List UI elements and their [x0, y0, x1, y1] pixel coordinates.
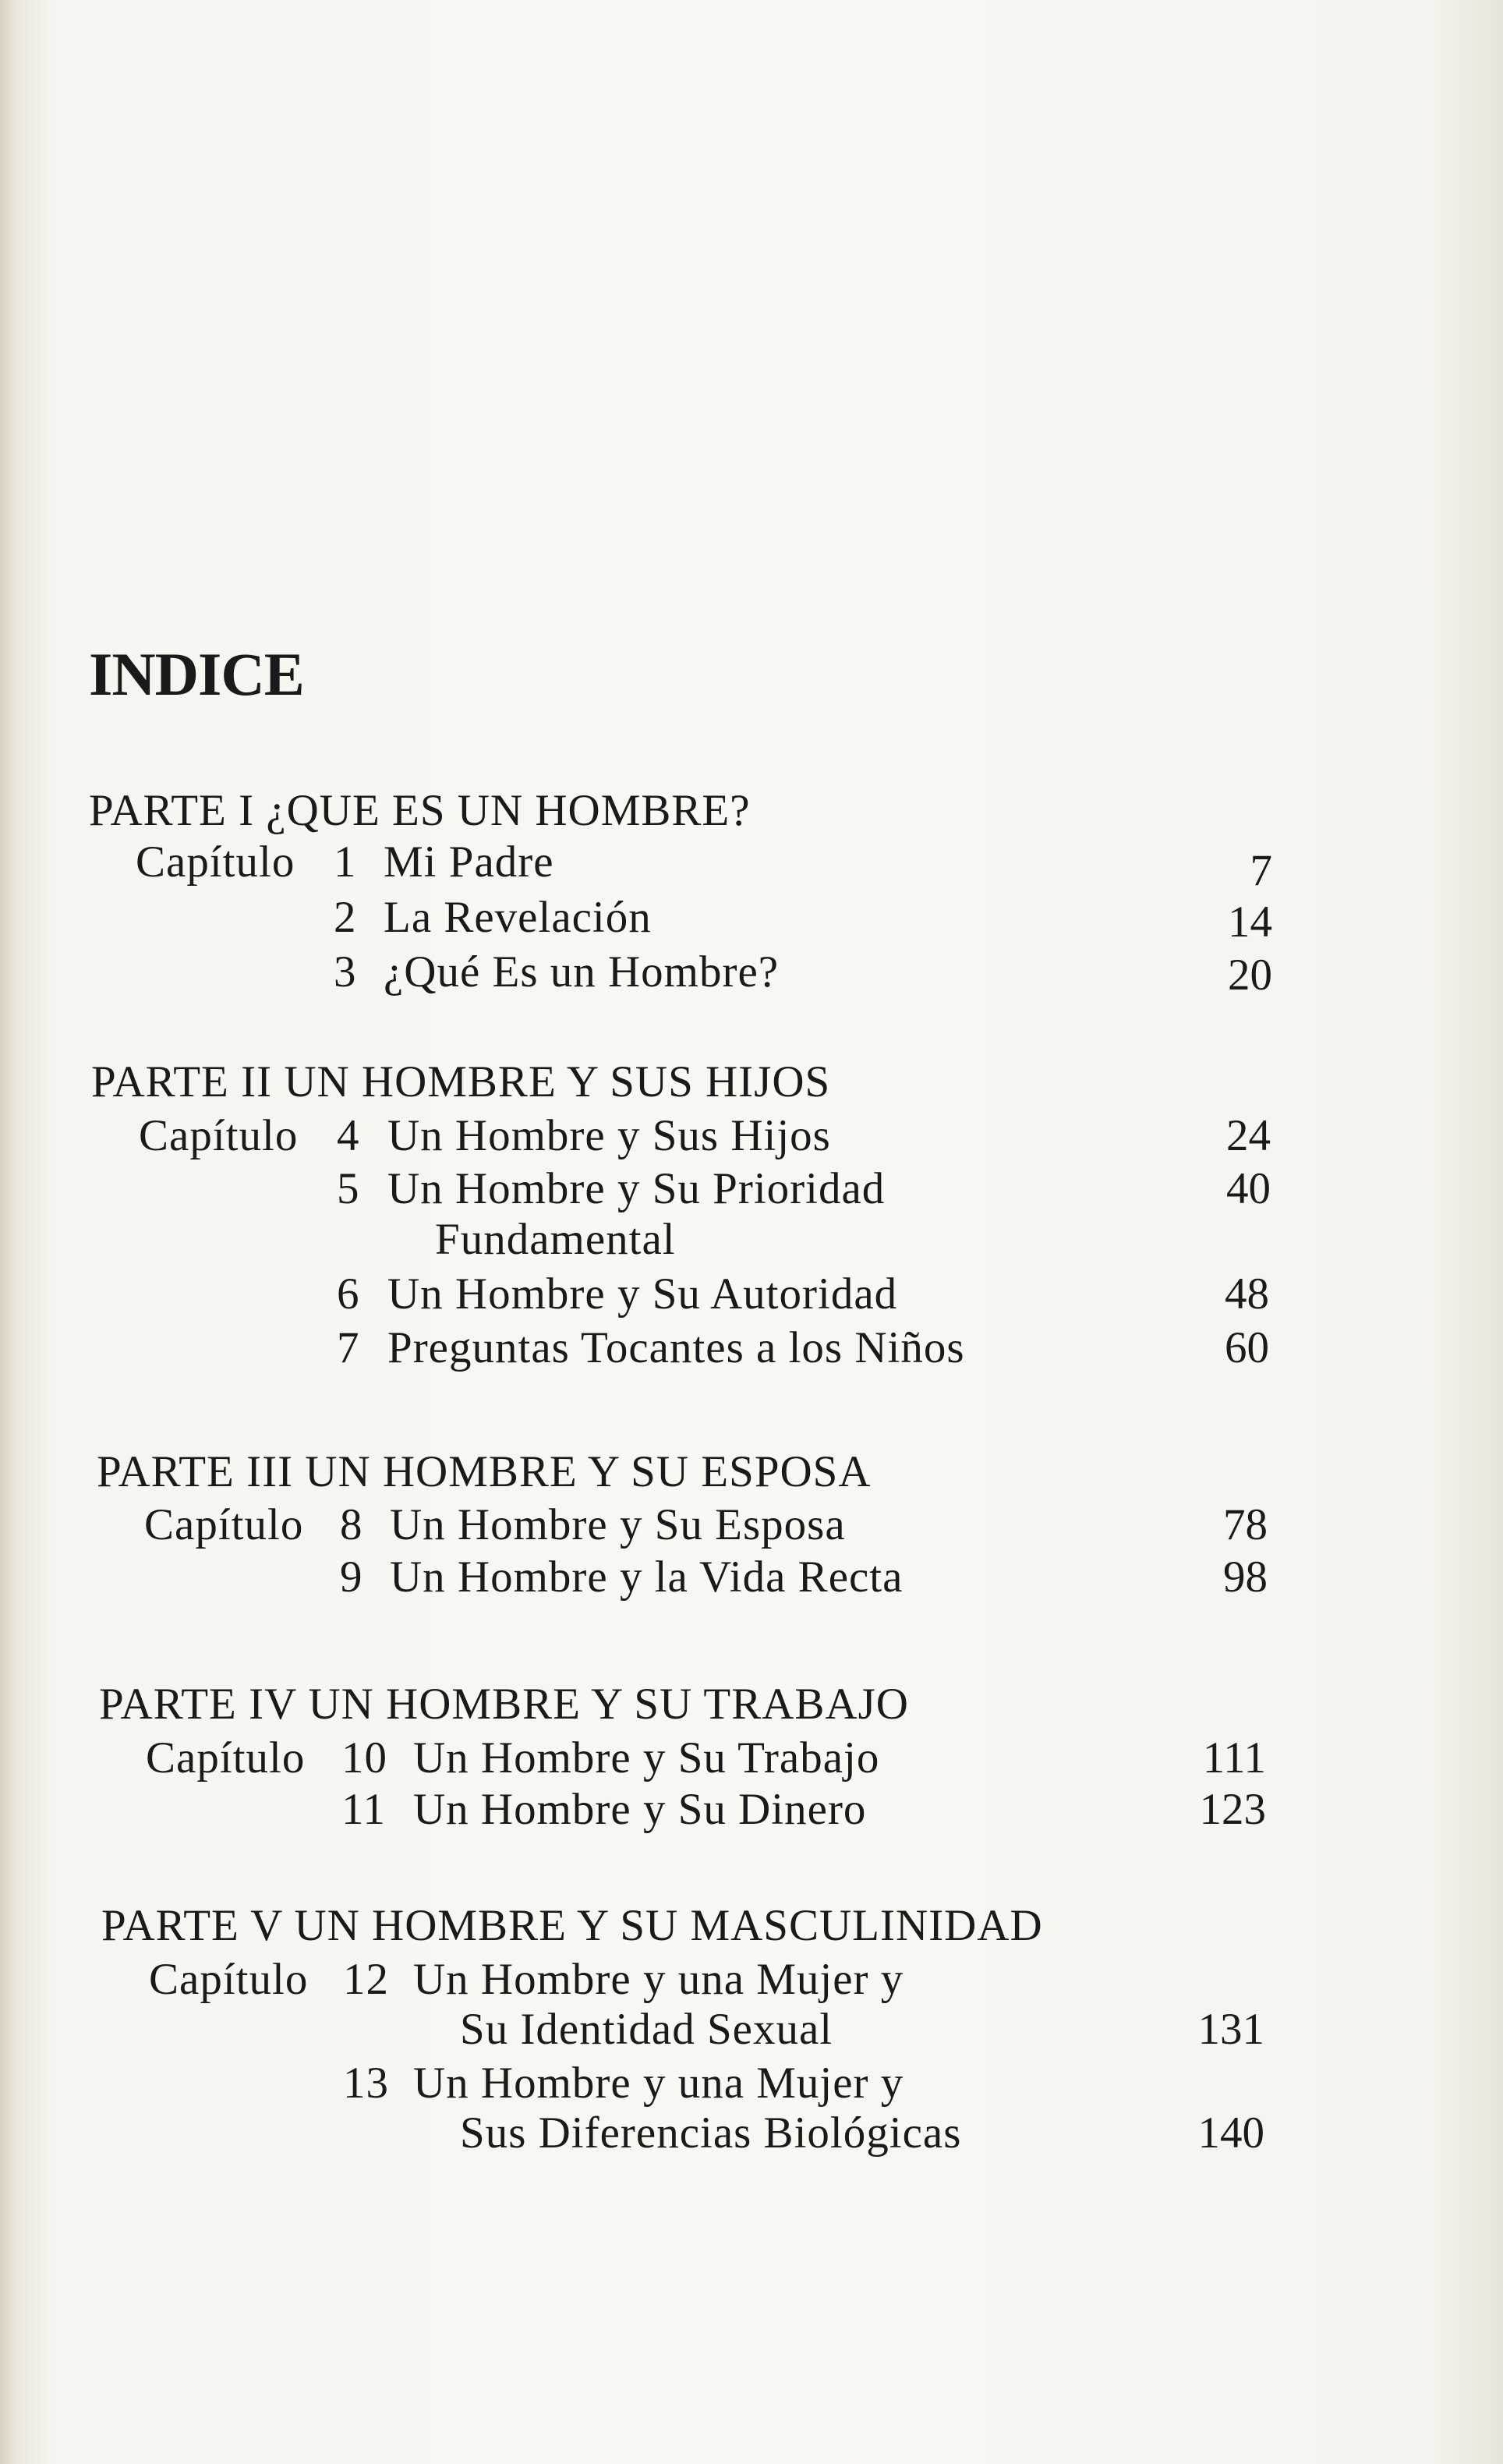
page-number: 60	[1225, 1323, 1269, 1372]
chapter-title: Mi Padre	[384, 837, 554, 887]
chapter-number: 1	[334, 837, 357, 887]
chapter-label: Capítulo	[146, 1733, 306, 1783]
chapter-title-continued: Fundamental	[435, 1215, 676, 1264]
chapter-number: 12	[343, 1955, 389, 2004]
chapter-label: Capítulo	[149, 1955, 309, 2004]
page-number: 24	[1226, 1111, 1271, 1160]
chapter-number: 11	[341, 1785, 386, 1834]
page-title: INDICE	[89, 640, 304, 708]
chapter-title: Un Hombre y Su Prioridad	[387, 1164, 886, 1213]
page-number: 20	[1228, 951, 1272, 1000]
chapter-number: 8	[340, 1500, 363, 1549]
page-number: 7	[1250, 846, 1272, 895]
chapter-number: 7	[337, 1323, 360, 1372]
chapter-title-continued: Su Identidad Sexual	[460, 2005, 833, 2054]
page-number: 123	[1199, 1785, 1266, 1834]
chapter-number: 13	[343, 2059, 389, 2108]
chapter-number: 2	[334, 893, 357, 942]
chapter-label: Capítulo	[144, 1500, 304, 1549]
chapter-label: Capítulo	[139, 1111, 299, 1160]
chapter-title: Un Hombre y la Vida Recta	[390, 1552, 904, 1602]
page-number: 40	[1226, 1164, 1271, 1213]
page-number: 48	[1225, 1269, 1269, 1319]
chapter-number: 4	[337, 1111, 360, 1160]
chapter-title: Un Hombre y Su Trabajo	[413, 1733, 880, 1783]
chapter-title: Preguntas Tocantes a los Niños	[387, 1323, 965, 1372]
chapter-number: 9	[340, 1552, 363, 1602]
chapter-title: Un Hombre y Su Esposa	[390, 1500, 846, 1549]
chapter-title: ¿Qué Es un Hombre?	[384, 947, 780, 997]
chapter-title: Un Hombre y Su Dinero	[413, 1785, 867, 1834]
part-heading: PARTE V UN HOMBRE Y SU MASCULINIDAD	[101, 1901, 1043, 1950]
part-heading: PARTE I ¿QUE ES UN HOMBRE?	[89, 786, 751, 835]
page-number: 78	[1223, 1500, 1268, 1549]
chapter-number: 5	[337, 1164, 360, 1213]
chapter-title: Un Hombre y Sus Hijos	[387, 1111, 831, 1160]
chapter-title: Un Hombre y Su Autoridad	[387, 1269, 898, 1319]
part-heading: PARTE IV UN HOMBRE Y SU TRABAJO	[99, 1680, 909, 1729]
part-heading: PARTE II UN HOMBRE Y SUS HIJOS	[91, 1057, 831, 1106]
chapter-label: Capítulo	[136, 837, 295, 887]
part-heading: PARTE III UN HOMBRE Y SU ESPOSA	[97, 1447, 872, 1496]
page-number: 111	[1202, 1733, 1266, 1783]
chapter-title: La Revelación	[384, 893, 652, 942]
chapter-number: 6	[337, 1269, 360, 1319]
page-number: 131	[1197, 2005, 1264, 2054]
chapter-title-continued: Sus Diferencias Biológicas	[460, 2108, 962, 2158]
chapter-number: 10	[341, 1733, 387, 1783]
page-number: 14	[1228, 897, 1272, 947]
chapter-title: Un Hombre y una Mujer y	[413, 2059, 904, 2108]
chapter-title: Un Hombre y una Mujer y	[413, 1955, 904, 2004]
chapter-number: 3	[334, 947, 357, 997]
page-number: 98	[1223, 1552, 1268, 1602]
page-number: 140	[1197, 2108, 1264, 2158]
